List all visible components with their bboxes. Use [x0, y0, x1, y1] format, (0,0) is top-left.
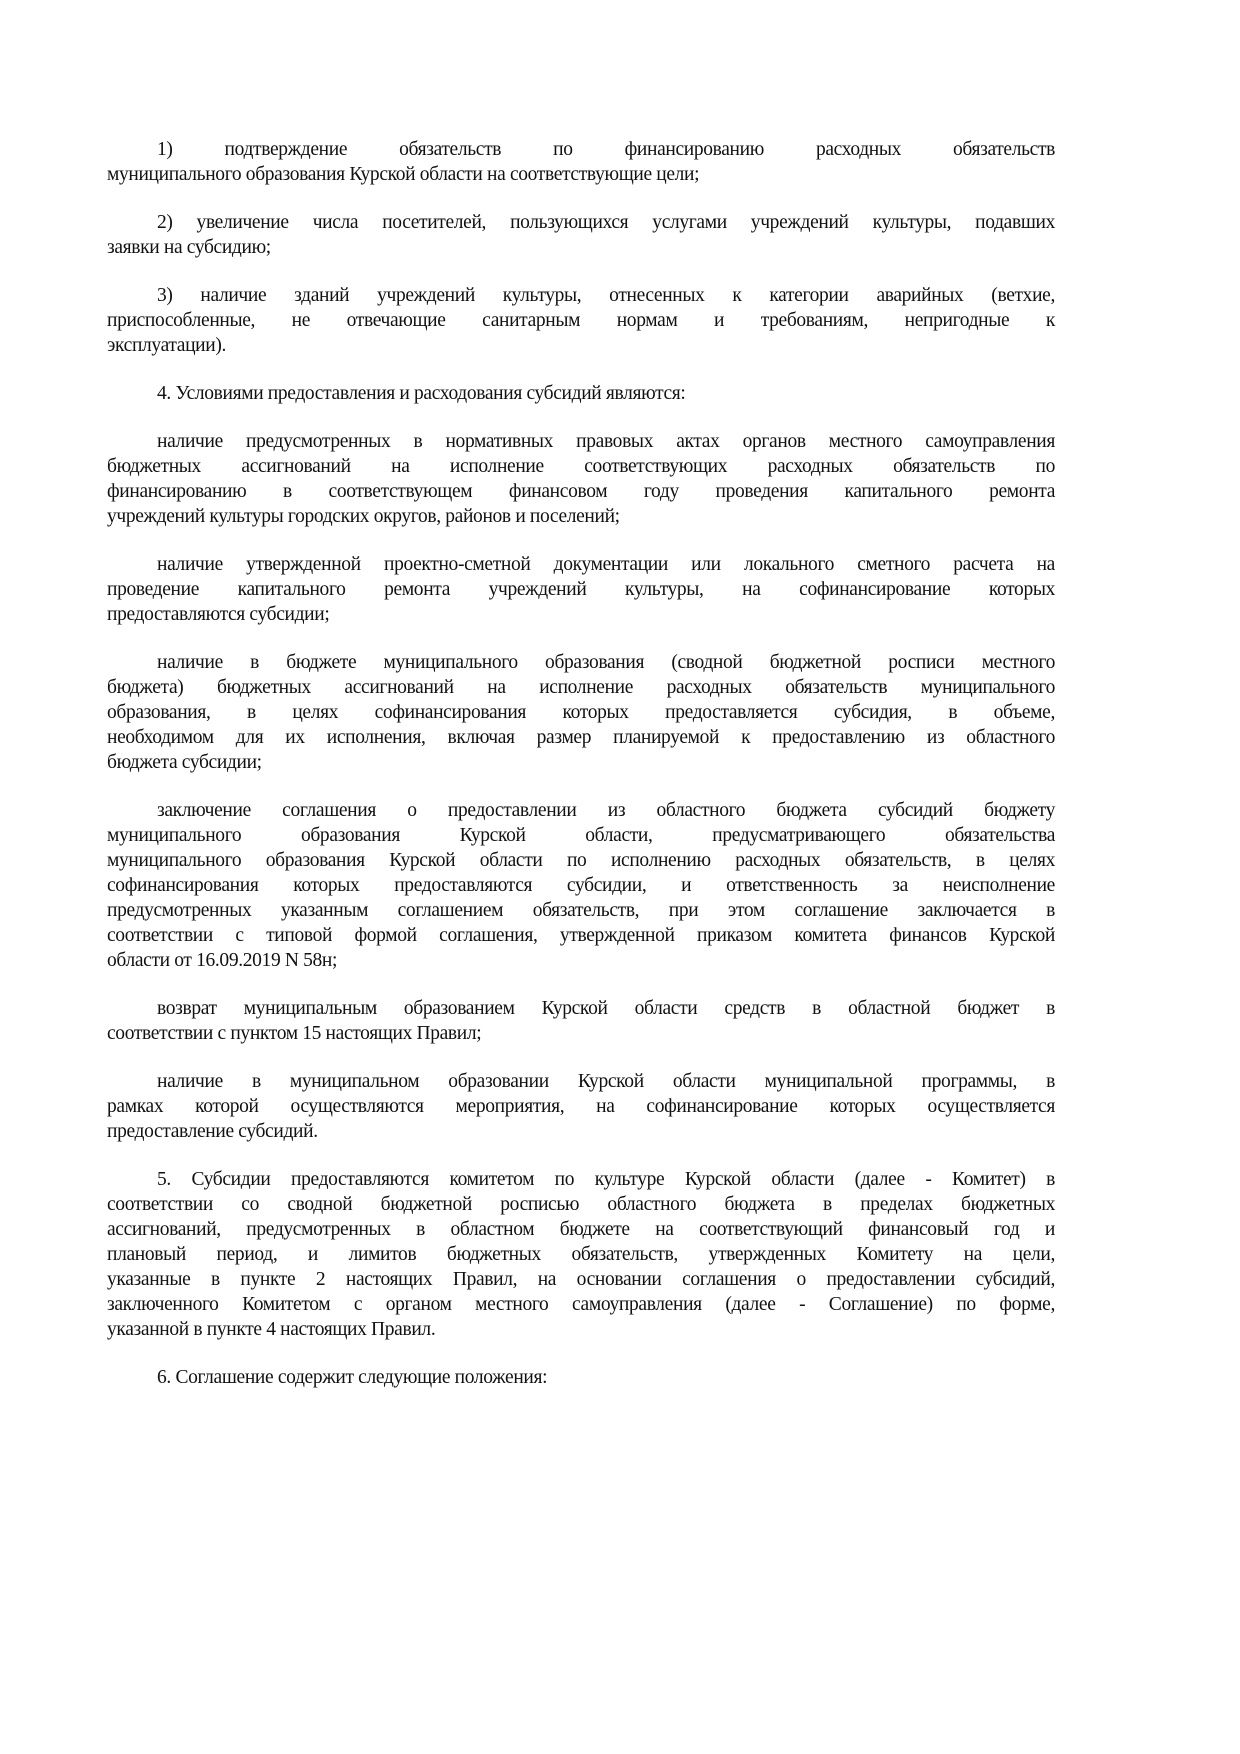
- paragraph: [107, 381, 1055, 406]
- text-line: 3) наличие зданий учреждений культуры, отнесенных к категории аварийных (ветхие,: [157, 285, 1055, 306]
- text-line: соответствии со сводной бюджетной росписью областного бюджета в пределах бюджетных: [107, 1194, 1055, 1215]
- text-line: плановый период, и лимитов бюджетных обязательств, утвержденных Комитету на цели,: [107, 1244, 1055, 1265]
- document-page: [107, 137, 1055, 1413]
- text-line: софинансирования которых предоставляются субсидии, и ответственность за неисполнение: [107, 875, 1055, 896]
- text-line: возврат муниципальным образованием Курской области средств в областной бюджет в: [157, 998, 1055, 1019]
- paragraph: [107, 798, 1055, 973]
- paragraph: [107, 1365, 1055, 1390]
- text-line: указанной в пункте 4 настоящих Правил.: [107, 1319, 436, 1340]
- paragraph: [107, 1069, 1055, 1144]
- text-line: учреждений культуры городских округов, районов и поселений;: [107, 506, 620, 527]
- text-line: 4. Условиями предоставления и расходования субсидий являются:: [157, 383, 686, 404]
- paragraph: [107, 650, 1055, 775]
- text-line: 5. Субсидии предоставляются комитетом по культуре Курской области (далее - Комитет) в: [157, 1169, 1055, 1190]
- text-line: эксплуатации).: [107, 335, 227, 356]
- paragraph: [107, 1167, 1055, 1342]
- paragraph: [107, 552, 1055, 627]
- text-line: наличие в муниципальном образовании Курской области муниципальной программы, в: [157, 1071, 1055, 1092]
- text-line: предоставление субсидий.: [107, 1121, 318, 1142]
- text-line: необходимом для их исполнения, включая размер планируемой к предоставлению из областного: [107, 727, 1055, 748]
- paragraph: [107, 210, 1055, 260]
- text-line: соответствии с пунктом 15 настоящих Правил;: [107, 1023, 482, 1044]
- text-line: образования, в целях софинансирования которых предоставляется субсидия, в объеме,: [107, 702, 1055, 723]
- text-line: муниципального образования Курской области, предусматривающего обязательства: [107, 825, 1055, 846]
- text-line: муниципального образования Курской области по исполнению расходных обязательств, в целях: [107, 850, 1055, 871]
- text-line: 6. Соглашение содержит следующие положения:: [157, 1367, 548, 1388]
- text-line: предоставляются субсидии;: [107, 604, 330, 625]
- text-line: заявки на субсидию;: [107, 237, 271, 258]
- text-line: наличие в бюджете муниципального образования (сводной бюджетной росписи местного: [157, 652, 1055, 673]
- paragraph: [107, 283, 1055, 358]
- text-line: рамках которой осуществляются мероприятия, на софинансирование которых осуществляется: [107, 1096, 1055, 1117]
- text-line: финансированию в соответствующем финансовом году проведения капитального ремонта: [107, 481, 1055, 502]
- text-line: бюджетных ассигнований на исполнение соответствующих расходных обязательств по: [107, 456, 1055, 477]
- text-line: заключение соглашения о предоставлении из областного бюджета субсидий бюджету: [157, 800, 1055, 821]
- text-line: муниципального образования Курской области на соответствующие цели;: [107, 164, 700, 185]
- text-line: наличие утвержденной проектно-сметной документации или локального сметного расчета на: [157, 554, 1055, 575]
- text-line: приспособленные, не отвечающие санитарным нормам и требованиям, непригодные к: [107, 310, 1055, 331]
- paragraph: [107, 996, 1055, 1046]
- text-line: наличие предусмотренных в нормативных правовых актах органов местного самоуправления: [157, 431, 1055, 452]
- text-line: бюджета субсидии;: [107, 752, 262, 773]
- text-line: 1) подтверждение обязательств по финансированию расходных обязательств: [157, 139, 1055, 160]
- paragraph: [107, 137, 1055, 187]
- text-line: заключенного Комитетом с органом местного самоуправления (далее - Соглашение) по форме,: [107, 1294, 1055, 1315]
- text-line: проведение капитального ремонта учреждений культуры, на софинансирование которых: [107, 579, 1055, 600]
- text-line: области от 16.09.2019 N 58н;: [107, 950, 338, 971]
- text-line: ассигнований, предусмотренных в областном бюджете на соответствующий финансовый год и: [107, 1219, 1055, 1240]
- paragraph: [107, 429, 1055, 529]
- text-line: соответствии с типовой формой соглашения, утвержденной приказом комитета финансов Курской: [107, 925, 1055, 946]
- text-line: предусмотренных указанным соглашением обязательств, при этом соглашение заключается в: [107, 900, 1055, 921]
- text-line: бюджета) бюджетных ассигнований на исполнение расходных обязательств муниципального: [107, 677, 1055, 698]
- text-line: 2) увеличение числа посетителей, пользующихся услугами учреждений культуры, подавших: [157, 212, 1055, 233]
- text-line: указанные в пункте 2 настоящих Правил, на основании соглашения о предоставлении субсидий,: [107, 1269, 1055, 1290]
